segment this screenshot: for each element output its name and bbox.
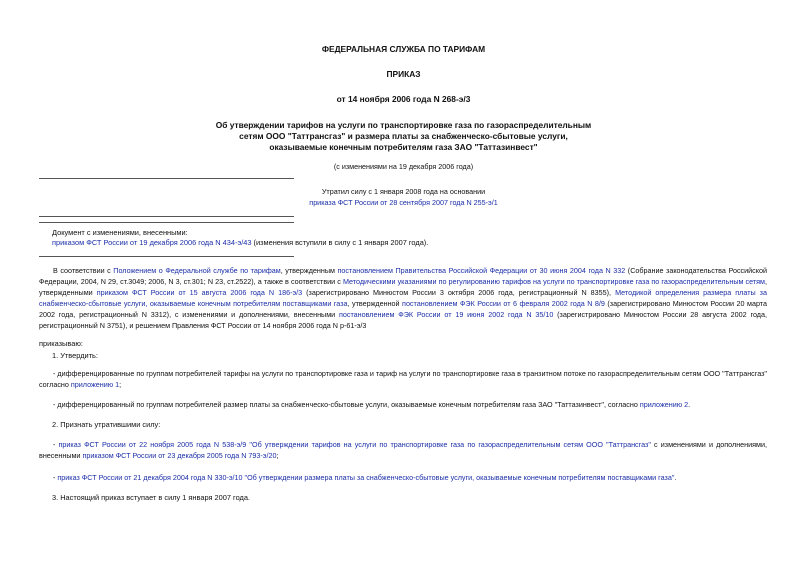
changes-line: [52, 238, 428, 248]
status-link[interactable]: приказа ФСТ России от 28 сентября 2007 года N 255-э/1: [309, 198, 498, 207]
bullet-repeal-2: - приказ ФСТ России от 21 декабря 2004 года N 330-э/10 "Об утверждении размера платы за снабженческо-сбытовые услуги, оказываемые конечным потребителям поставщиками газа".: [53, 473, 677, 482]
preamble-link[interactable]: постановлением ФЭК России от 6 февраля 2002 года N 8/9: [402, 299, 605, 308]
item-1: 1. Утвердить:: [52, 351, 98, 360]
separator-rule: [39, 222, 294, 223]
repealed-order-link[interactable]: приказ ФСТ России от 21 декабря 2004 года N 330-э/10 "Об утверждении размера платы за снабженческо-сбытовые услуги, оказываемые конечным потребителям поставщиками газа": [57, 473, 675, 482]
repealed-order-link[interactable]: приказ ФСТ России от 22 ноября 2005 года N 538-э/9 "Об утверждении тарифов на услуги по транспортировке газа по газораспределительным сетям ООО "Таттрансгаз": [58, 440, 651, 449]
preamble-link[interactable]: Методикой определения размера платы за снабженческо-сбытовые услуги, оказываемые конечным потребителям поставщиками газа: [39, 288, 767, 308]
changes-link[interactable]: приказом ФСТ России от 19 декабря 2006 года N 434-э/43: [52, 238, 252, 247]
preamble-link[interactable]: постановлением Правительства Российской Федерации от 30 июня 2004 года N 332: [337, 266, 626, 275]
doc-title-line: Об утверждении тарифов на услуги по транспортировке газа по газораспределительным: [215, 120, 592, 130]
bullet-tariffs: - дифференцированные по группам потребителей тарифы на услуги по транспортировке газа и тариф на услуги по транспортировке газа в транзитном потоке по газораспределительным сетям ООО "Таттрансгаз" согласно приложению 1;: [39, 369, 767, 389]
separator-rule: [39, 178, 294, 179]
doc-date-number: от 14 ноября 2006 года N 268-э/3: [336, 94, 471, 104]
preamble-link[interactable]: Методическими указаниями по регулированию тарифов на услуги по транспортировке газа по газораспределительным сетям: [342, 277, 765, 286]
bullet-repeal-1: - приказ ФСТ России от 22 ноября 2005 года N 538-э/9 "Об утверждении тарифов на услуги по транспортировке газа по газораспределительным сетям ООО "Таттрансгаз" с изменениями и дополнениями, внесенными приказом ФСТ России от 23 декабря 2005 года N 793-э/20;: [39, 440, 768, 460]
bullet-fee: - дифференцированный по группам потребителей размер платы за снабженческо-сбытовые услуги, оказываемые конечным потребителям газа ЗАО "Таттазинвест", согласно приложению 2.: [53, 400, 691, 409]
orders-word: приказываю:: [39, 339, 83, 348]
preamble-paragraph: В соответствии с Положением о Федеральной службе по тарифам, утвержденным постановлением Правительства Российской Федерации от 30 июня 2004 года N 332 (Собрание законодательства Российской Федерации, 2004, N 29, ст.3049; 2006, N 3, ст.301; N 23, ст.2522), а также в соответствии с Методическими указаниями по регулированию тарифов на услуги по транспортировке газа по газораспределительным сетям, утвержденными приказом ФСТ России от 15 августа 2006 года N 186-э/3 (зарегистрировано Минюстом России 3 октября 2006 года, регистрационный N 8355), Методикой определения размера платы за снабженческо-сбытовые услуги, оказываемые конечным потребителям поставщиками газа, утвержденной постановлением ФЭК России от 6 февраля 2002 года N 8/9 (зарегистрировано Минюстом России 20 марта 2002 года, регистрационный N 3312), с изменениями и дополнениями, внесенными постановлением ФЭК России от 19 июня 2002 года N 35/10 (зарегистрировано Минюстом России 28 августа 2002 года, регистрационный N 3751), и решением Правления ФСТ России от 14 ноября 2006 года N р-61-э/3: [39, 266, 767, 330]
separator-rule: [39, 256, 294, 257]
item-2: 2. Признать утратившими силу:: [52, 420, 161, 429]
status-line: Утратил силу с 1 января 2008 года на основании: [321, 187, 486, 196]
doc-title: [0, 120, 807, 153]
changes-label: Документ с изменениями, внесенными:: [52, 228, 188, 237]
amending-order-link[interactable]: приказом ФСТ России от 23 декабря 2005 года N 793-э/20: [82, 451, 277, 460]
preamble-link[interactable]: постановлением ФЭК России от 19 июня 2002 года N 35/10: [338, 310, 554, 319]
item-3: 3. Настоящий приказ вступает в силу 1 января 2007 года.: [52, 493, 250, 502]
agency-name: ФЕДЕРАЛЬНАЯ СЛУЖБА ПО ТАРИФАМ: [321, 44, 486, 54]
amendment-note: (с изменениями на 19 декабря 2006 года): [333, 162, 474, 171]
appendix-1-link[interactable]: приложению 1: [70, 380, 120, 389]
separator-rule: [39, 216, 294, 217]
preamble-link[interactable]: Положением о Федеральной службе по тарифам: [113, 266, 281, 275]
preamble-link[interactable]: приказом ФСТ России от 15 августа 2006 года N 186-э/3: [96, 288, 303, 297]
appendix-2-link[interactable]: приложению 2: [639, 400, 689, 409]
doc-title-line: сетям ООО "Таттрансгаз" и размера платы за снабженческо-сбытовые услуги,: [239, 131, 568, 141]
changes-note: (изменения вступили в силу с 1 января 2007 года).: [251, 238, 429, 247]
doc-title-line: оказываемые конечным потребителям газа ЗАО "Таттазинвест": [269, 142, 538, 152]
doc-type: ПРИКАЗ: [386, 69, 421, 79]
